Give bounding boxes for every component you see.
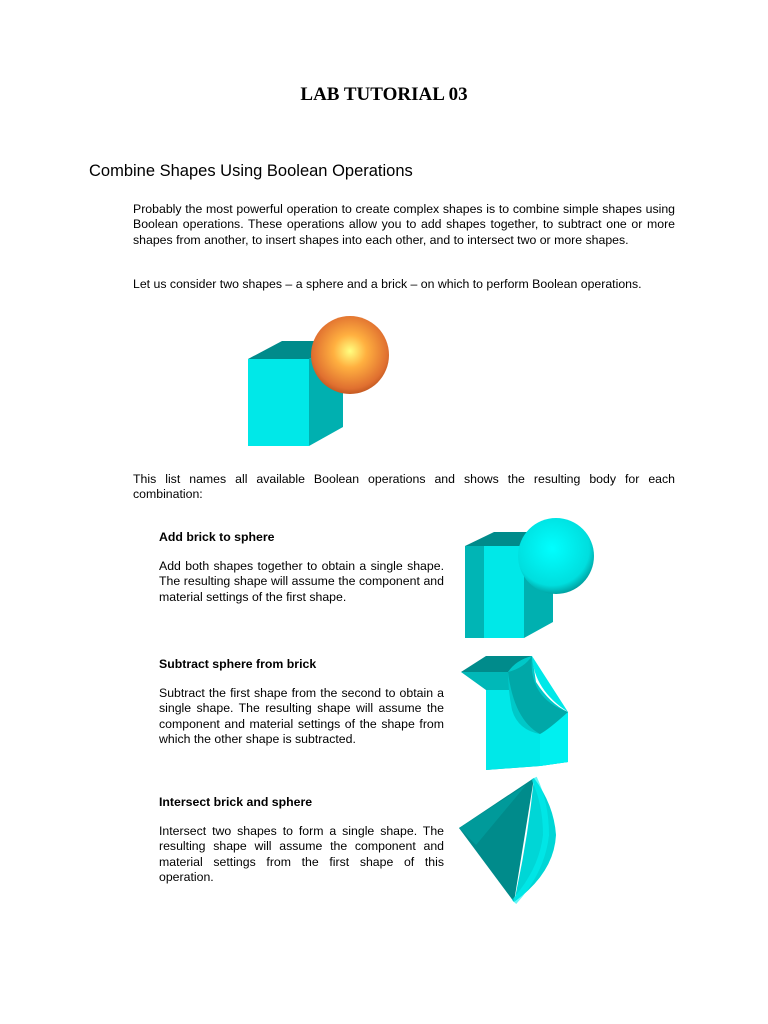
intersect-result-figure bbox=[456, 775, 566, 905]
list-intro-paragraph: This list names all available Boolean operations and shows the resulting body for each combination: bbox=[133, 472, 675, 502]
consider-paragraph: Let us consider two shapes – a sphere and a brick – on which to perform Boolean operations. bbox=[133, 277, 642, 291]
operation-description-add: Add both shapes together to obtain a single shape. The resulting shape will assume the component and material settings of the first shape. bbox=[159, 559, 444, 604]
brick-with-cavity-shape bbox=[461, 656, 568, 770]
operation-title-subtract: Subtract sphere from brick bbox=[159, 657, 317, 671]
lens-intersection-shape bbox=[459, 778, 556, 902]
subtract-result-figure bbox=[456, 650, 576, 775]
brick-sphere-figure bbox=[240, 312, 400, 457]
page-title: LAB TUTORIAL 03 bbox=[300, 84, 468, 105]
sphere-shape bbox=[311, 316, 389, 394]
intro-paragraph: Probably the most powerful operation to create complex shapes is to combine simple shapes using Boolean operations. These operations allow you to add shapes together, to subtract one or more shapes from another, to insert shapes into each other, and to intersect two or more shapes. bbox=[133, 202, 675, 247]
operation-title-add: Add brick to sphere bbox=[159, 530, 275, 544]
operation-description-intersect: Intersect two shapes to form a single shape. The resulting shape will assume the component and material settings from the first shape of this operation. bbox=[159, 824, 444, 884]
sphere-shape bbox=[518, 518, 594, 594]
add-result-figure bbox=[460, 512, 605, 642]
operation-title-intersect: Intersect brick and sphere bbox=[159, 795, 313, 809]
operation-description-subtract: Subtract the first shape from the second to obtain a single shape. The resulting shape will assume the component and material settings of the shape from which the other shape is subtracted. bbox=[159, 686, 444, 746]
section-heading: Combine Shapes Using Boolean Operations bbox=[89, 162, 413, 180]
